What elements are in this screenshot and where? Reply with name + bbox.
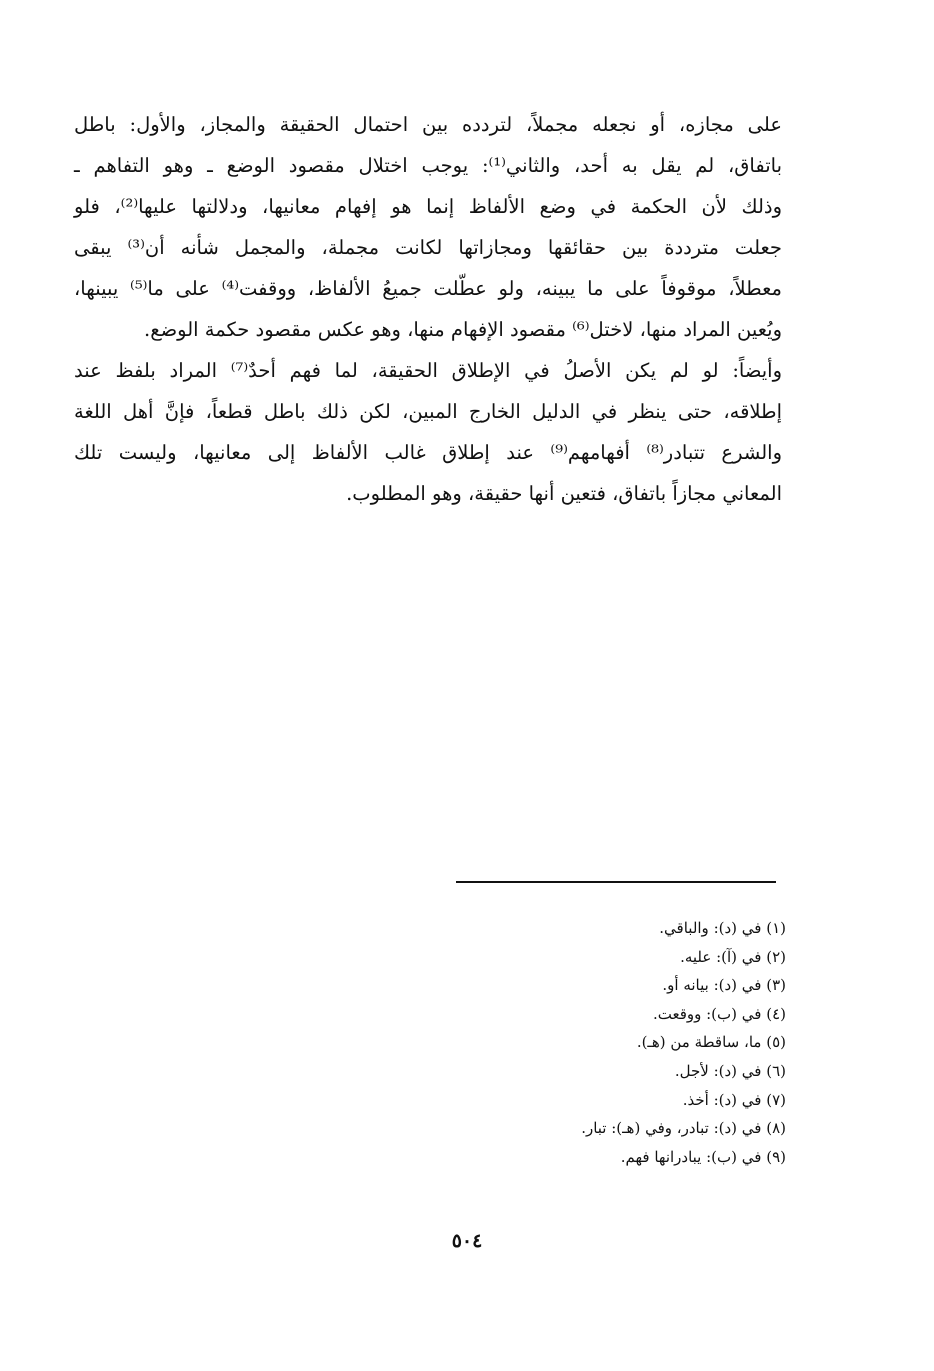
text-line: المعاني مجازاً باتفاق، فتعين أنها حقيقة، وهو المطلوب. [346,482,782,505]
footnote-item: (٤) في (ب): ووقعت. [652,1004,786,1023]
text-line: وذلك لأن الحكمة في وضع الألفاظ إنما هو إفهام معانيها، ودلالتها عليها⁽²⁾، فلو [74,195,783,218]
text-line: على مجازه، أو نجعله مجملاً، لتردده بين احتمال الحقيقة والمجاز، والأول: باطل [74,113,782,136]
text-line: باتفاق، لم يقل به أحد، والثاني⁽¹⁾: يوجب اختلال مقصود الوضع ـ وهو التفاهم ـ [74,154,782,177]
text-line: والشرع تتبادر⁽⁸⁾ أفهامهم⁽⁹⁾ عند إطلاق غالب الألفاظ إلى معانيها، وليست تلك [74,441,783,464]
text-line: جعلت مترددة بين حقائقها ومجازاتها لكانت مجملة، والمجمل شأنه أن⁽³⁾ يبقى [74,236,782,259]
footnote-separator [456,881,776,883]
footnote-item: (٨) في (د): تبادر، وفي (هـ): تبار. [581,1119,786,1138]
footnote-item: (٣) في (د): بيانه أو. [662,976,786,995]
footnote-item: (٢) في (آ): عليه. [680,947,786,966]
footnote-list [366,914,786,1171]
footnote-item: (٦) في (د): لأجل. [674,1061,786,1080]
footnote-item: (٧) في (د): أخذ. [682,1090,786,1109]
footnote-item: (٥) ما، ساقطة من (هـ). [636,1033,786,1052]
text-line: ويُعين المراد منها، لاختل⁽⁶⁾ مقصود الإفهام منها، وهو عكس مقصود حكمة الوضع. [144,318,782,341]
page-number: ٥٠٤ [451,1230,483,1252]
text-line: وأيضاً: لو لم يكن الأصلُ في الإطلاق الحقيقة، لما فهم أحدٌ⁽⁷⁾ المراد بلفظ عند [74,359,783,382]
text-line: إطلاقه، حتى ينظر في الدليل الخارج المبين، لكن ذلك باطل قطعاً، فإنَّ أهل اللغة [74,400,782,423]
main-text-block [74,104,782,514]
footnote-item: (١) في (د): والباقي. [659,919,786,937]
footnote-item: (٩) في (ب): يبادرانها فهم. [620,1147,786,1166]
text-line: معطلاً، موقوفاً على ما يبينه، ولو عطّلت جميعُ الألفاظ، ووقفت⁽⁴⁾ على ما⁽⁵⁾ يبينها، [74,277,782,300]
